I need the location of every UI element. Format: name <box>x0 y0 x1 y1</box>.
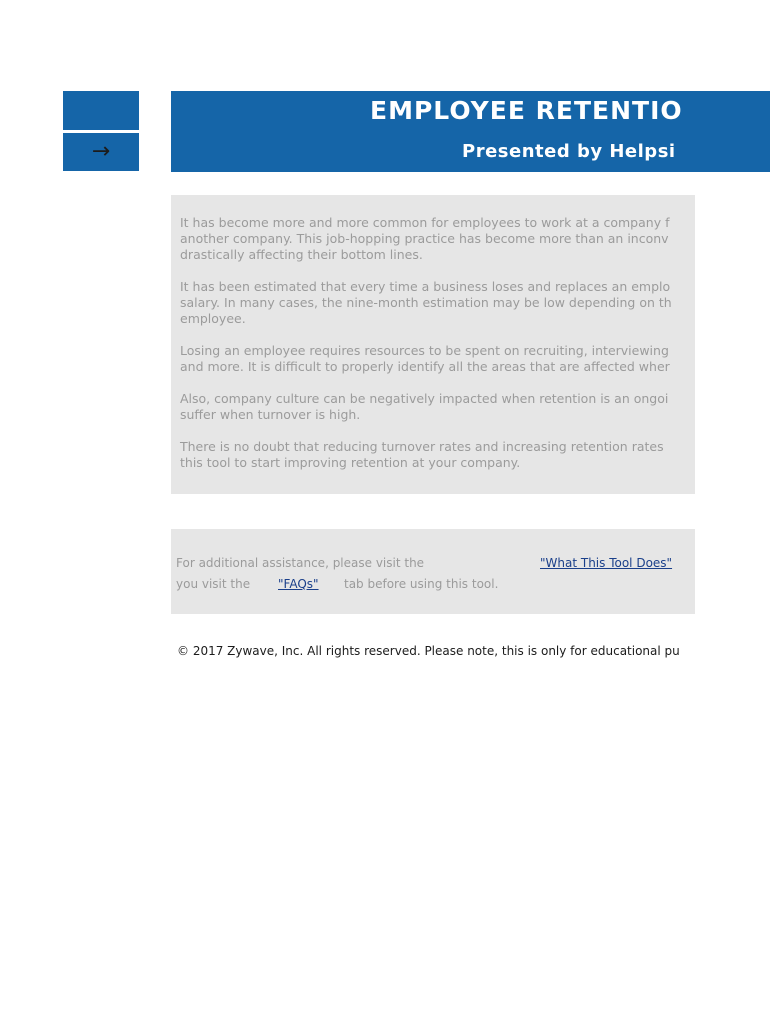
intro-paragraph: Also, company culture can be negatively impacted when retention is an ongoi suffer when turnover is high. <box>180 391 669 422</box>
help-panel <box>171 529 695 614</box>
help-text: For additional assistance, please visit the <box>176 556 425 570</box>
page-title: EMPLOYEE RETENTIO <box>370 96 683 125</box>
faqs-link[interactable]: "FAQs" <box>278 577 319 591</box>
help-text: you visit the <box>176 577 251 591</box>
intro-paragraph: It has become more and more common for employees to work at a company f another company. This job-hopping practice has become more than an inconv drastically affecting their bottom lines. <box>180 215 670 262</box>
copyright-text: © 2017 Zywave, Inc. All rights reserved. Please note, this is only for educational pu <box>177 644 680 658</box>
intro-text <box>180 215 695 487</box>
nav-button-top[interactable] <box>63 91 139 130</box>
title-banner <box>171 91 770 172</box>
next-button[interactable] <box>63 133 139 171</box>
intro-paragraph: It has been estimated that every time a business loses and replaces an emplo salary. In many cases, the nine-month estimation may be low depending on th employee. <box>180 279 672 326</box>
help-text: tab before using this tool. <box>344 577 499 591</box>
intro-paragraph: There is no doubt that reducing turnover rates and increasing retention rates this tool to start improving retention at your company. <box>180 439 664 470</box>
arrow-right-icon: → <box>91 139 111 164</box>
page-subtitle: Presented by Helpsi <box>462 141 676 162</box>
footer <box>177 640 695 660</box>
intro-paragraph: Losing an employee requires resources to be spent on recruiting, interviewing and more. It is difficult to properly identify all the areas that are affected wher <box>180 343 670 374</box>
intro-panel <box>171 195 695 494</box>
what-this-tool-does-link[interactable]: "What This Tool Does" <box>540 556 673 570</box>
